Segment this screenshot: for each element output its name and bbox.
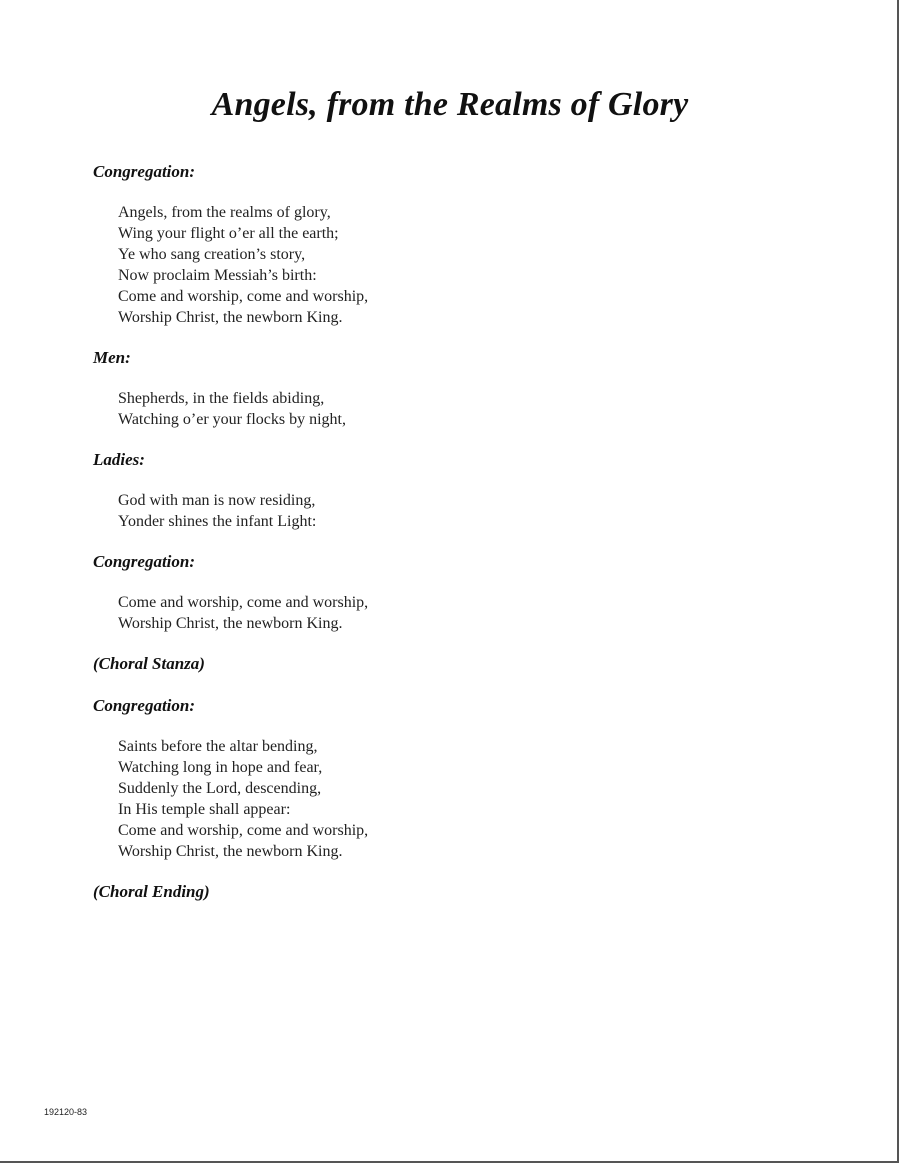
catalog-number: 192120-83: [44, 1107, 88, 1117]
lyric-line: Come and worship, come and worship,: [118, 288, 369, 305]
lyric-line: Come and worship, come and worship,: [118, 594, 369, 611]
lyric-line: Watching long in hope and fear,: [118, 759, 323, 776]
choral-stanza-label: (Choral Stanza): [93, 654, 205, 673]
verse-ladies: [118, 490, 813, 532]
verse-2: [118, 736, 813, 862]
lyric-line: Come and worship, come and worship,: [118, 822, 369, 839]
lyric-line: Suddenly the Lord, descending,: [118, 780, 322, 797]
lyric-line: Saints before the altar bending,: [118, 738, 318, 755]
lyrics-content: [93, 160, 813, 904]
verse-men: [118, 388, 813, 430]
lyric-line: Worship Christ, the newborn King.: [118, 843, 343, 860]
spacer: [93, 676, 813, 694]
lyric-line: Yonder shines the infant Light:: [118, 513, 317, 530]
section-label-men: Men:: [93, 348, 131, 367]
verse-1: [118, 202, 813, 328]
lyric-line: Now proclaim Messiah’s birth:: [118, 267, 317, 284]
lyric-line: Angels, from the realms of glory,: [118, 204, 331, 221]
lyric-line: In His temple shall appear:: [118, 801, 291, 818]
lyric-line: Worship Christ, the newborn King.: [118, 309, 343, 326]
hymn-title: Angels, from the Realms of Glory: [211, 86, 689, 123]
choral-ending-label: (Choral Ending): [93, 882, 210, 901]
section-label-congregation: Congregation:: [93, 162, 196, 181]
lyric-line: Ye who sang creation’s story,: [118, 246, 306, 263]
section-label-ladies: Ladies:: [93, 450, 145, 469]
lyric-line: Shepherds, in the fields abiding,: [118, 390, 325, 407]
lyric-line: Wing your flight o’er all the earth;: [118, 225, 339, 242]
lyric-line: Watching o’er your flocks by night,: [118, 411, 346, 428]
lyric-line: Worship Christ, the newborn King.: [118, 615, 343, 632]
section-label-congregation: Congregation:: [93, 696, 196, 715]
verse-refrain: [118, 592, 813, 634]
lyric-line: God with man is now residing,: [118, 492, 316, 509]
section-label-congregation: Congregation:: [93, 552, 196, 571]
